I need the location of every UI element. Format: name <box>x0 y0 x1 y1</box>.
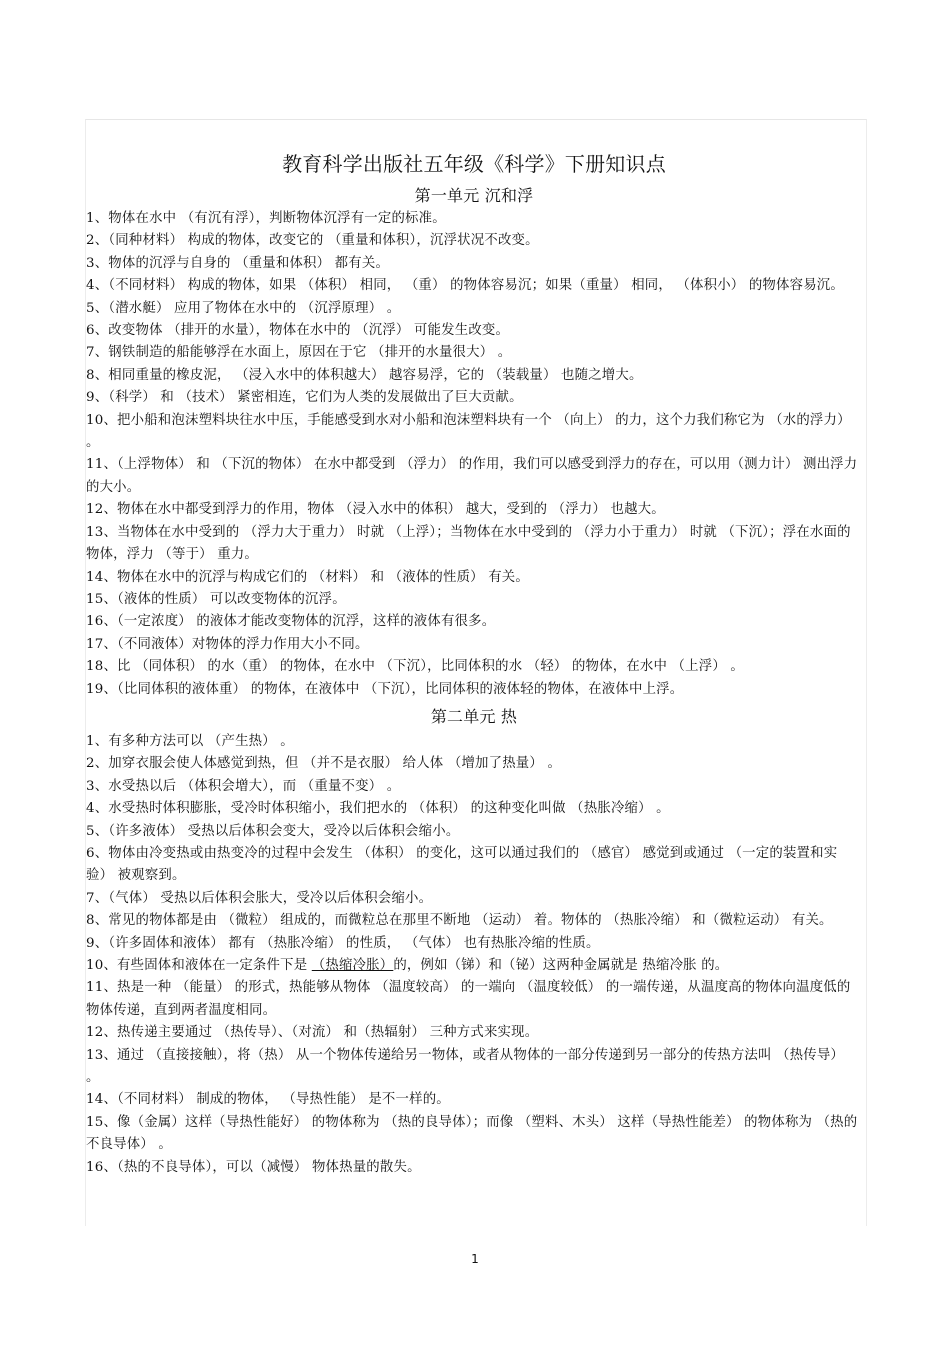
list-item: 14、（不同材料） 制成的物体， （导热性能） 是不一样的。 <box>86 1092 450 1108</box>
list-item: 15、像（金属）这样（导热性能好） 的物体称为 （热的良导体）；而像 （塑料、木头） 这样（导热性能差） 的物体称为 （热的不良导体） 。 <box>86 1114 858 1153</box>
page-number: 1 <box>471 1252 479 1266</box>
list-item: 12、物体在水中都受到浮力的作用，物体 （浸入水中的体积） 越大，受到的 （浮力） 也越大。 <box>86 502 665 518</box>
list-item: 16、（一定浓度） 的液体才能改变物体的沉浮，这样的液体有很多。 <box>86 614 496 630</box>
list-item: 2、加穿衣服会使人体感觉到热，但 （并不是衣服） 给人体 （增加了热量） 。 <box>86 756 562 772</box>
list-item: 5、（许多液体） 受热以后体积会变大，受冷以后体积会缩小。 <box>86 823 460 839</box>
list-item: 2、（同种材料） 构成的物体，改变它的 （重量和体积），沉浮状况不改变。 <box>86 233 539 249</box>
item-text: 10、有些固体和液体在一定条件下是 <box>86 958 312 973</box>
document-title: 教育科学出版社五年级《科学》下册知识点 <box>282 152 666 176</box>
list-item: 14、物体在水中的沉浮与构成它们的 （材料） 和 （液体的性质） 有关。 <box>86 569 529 585</box>
unit-1-list <box>86 208 862 701</box>
list-item: 19、（比同体积的液体重） 的物体，在液体中 （下沉），比同体积的液体轻的物体，在液体中上浮。 <box>86 681 684 697</box>
list-item: 7、钢铁制造的船能够浮在水面上，原因在于它 （排开的水量很大） 。 <box>86 345 512 361</box>
list-item: 15、（液体的性质） 可以改变物体的沉浮。 <box>86 591 346 607</box>
unit-2-list <box>86 731 862 1179</box>
list-item: 13、通过 （直接接触），将（热） 从一个物体传递给另一物体，或者从物体的一部分传递到另一部分的传热方法叫 （热传导） 。 <box>86 1047 844 1086</box>
list-item <box>86 955 862 977</box>
document-body <box>86 150 862 1179</box>
list-item: 3、物体的沉浮与自身的 （重量和体积） 都有关。 <box>86 255 390 271</box>
list-item: 6、物体由冷变热或由热变冷的过程中会发生 （体积） 的变化，这可以通过我们的 （感官） 感觉到或通过 （一定的装置和实验） 被观察到。 <box>86 845 838 884</box>
list-item: 5、（潜水艇） 应用了物体在水中的 （沉浮原理） 。 <box>86 300 401 316</box>
list-item: 18、比 （同体积） 的水（重） 的物体，在水中 （下沉），比同体积的水 （轻） 的物体，在水中 （上浮） 。 <box>86 659 744 675</box>
unit-1-title: 第一单元 沉和浮 <box>414 186 534 205</box>
list-item: 16、（热的不良导体），可以（减慢） 物体热量的散失。 <box>86 1159 421 1175</box>
list-item: 1、物体在水中 （有沉有浮），判断物体沉浮有一定的标准。 <box>86 211 446 226</box>
list-item: 3、水受热以后 （体积会增大），而 （重量不变） 。 <box>86 778 401 794</box>
item-text: 的，例如（锑）和（铋）这两种金属就是 热缩冷胀 的。 <box>393 958 729 973</box>
list-item: 10、把小船和泡沫塑料块往水中压，手能感受到水对小船和泡沫塑料块有一个 （向上） 的力，这个力我们称它为 （水的浮力） 。 <box>86 412 851 451</box>
list-item: 9、（许多固体和液体） 都有 （热胀冷缩） 的性质， （气体） 也有热胀冷缩的性质。 <box>86 935 600 951</box>
list-item: 4、（不同材料） 构成的物体，如果 （体积） 相同， （重） 的物体容易沉；如果（重量） 相同， （体积小） 的物体容易沉。 <box>86 278 844 294</box>
list-item: 11、热是一种 （能量） 的形式，热能够从物体 （温度较高） 的一端向 （温度较低） 的一端传递，从温度高的物体向温度低的物体传递，直到两者温度相同。 <box>86 980 851 1018</box>
unit-2-title: 第二单元 热 <box>430 706 518 726</box>
list-item: 17、（不同液体）对物体的浮力作用大小不同。 <box>86 636 369 652</box>
list-item: 13、当物体在水中受到的 （浮力大于重力） 时就 （上浮）；当物体在水中受到的 （浮力小于重力） 时就 （下沉）；浮在水面的物体，浮力 （等于） 重力。 <box>86 524 851 563</box>
list-item: 9、（科学） 和 （技术） 紧密相连，它们为人类的发展做出了巨大贡献。 <box>86 390 523 406</box>
underlined-answer: （热缩冷胀） <box>311 958 394 973</box>
list-item: 11、（上浮物体） 和 （下沉的物体） 在水中都受到 （浮力） 的作用，我们可以感受到浮力的存在，可以用（测力计） 测出浮力的大小。 <box>86 457 858 495</box>
list-item: 7、（气体） 受热以后体积会胀大，受冷以后体积会缩小。 <box>86 890 433 906</box>
list-item: 6、改变物体 （排开的水量），物体在水中的 （沉浮） 可能发生改变。 <box>86 323 510 339</box>
list-item: 8、相同重量的橡皮泥， （浸入水中的体积越大） 越容易浮，它的 （装载量） 也随之增大。 <box>86 367 643 383</box>
list-item: 12、热传递主要通过 （热传导）、（对流） 和（热辐射） 三种方式来实现。 <box>86 1025 539 1041</box>
list-item: 1、有多种方法可以 （产生热） 。 <box>86 733 294 749</box>
list-item: 4、水受热时体积膨胀，受冷时体积缩小，我们把水的 （体积） 的这种变化叫做 （热胀冷缩） 。 <box>86 801 670 817</box>
list-item: 8、常见的物体都是由 （微粒） 组成的，而微粒总在那里不断地 （运动） 着。物体的 （热胀冷缩） 和（微粒运动） 有关。 <box>86 913 833 929</box>
